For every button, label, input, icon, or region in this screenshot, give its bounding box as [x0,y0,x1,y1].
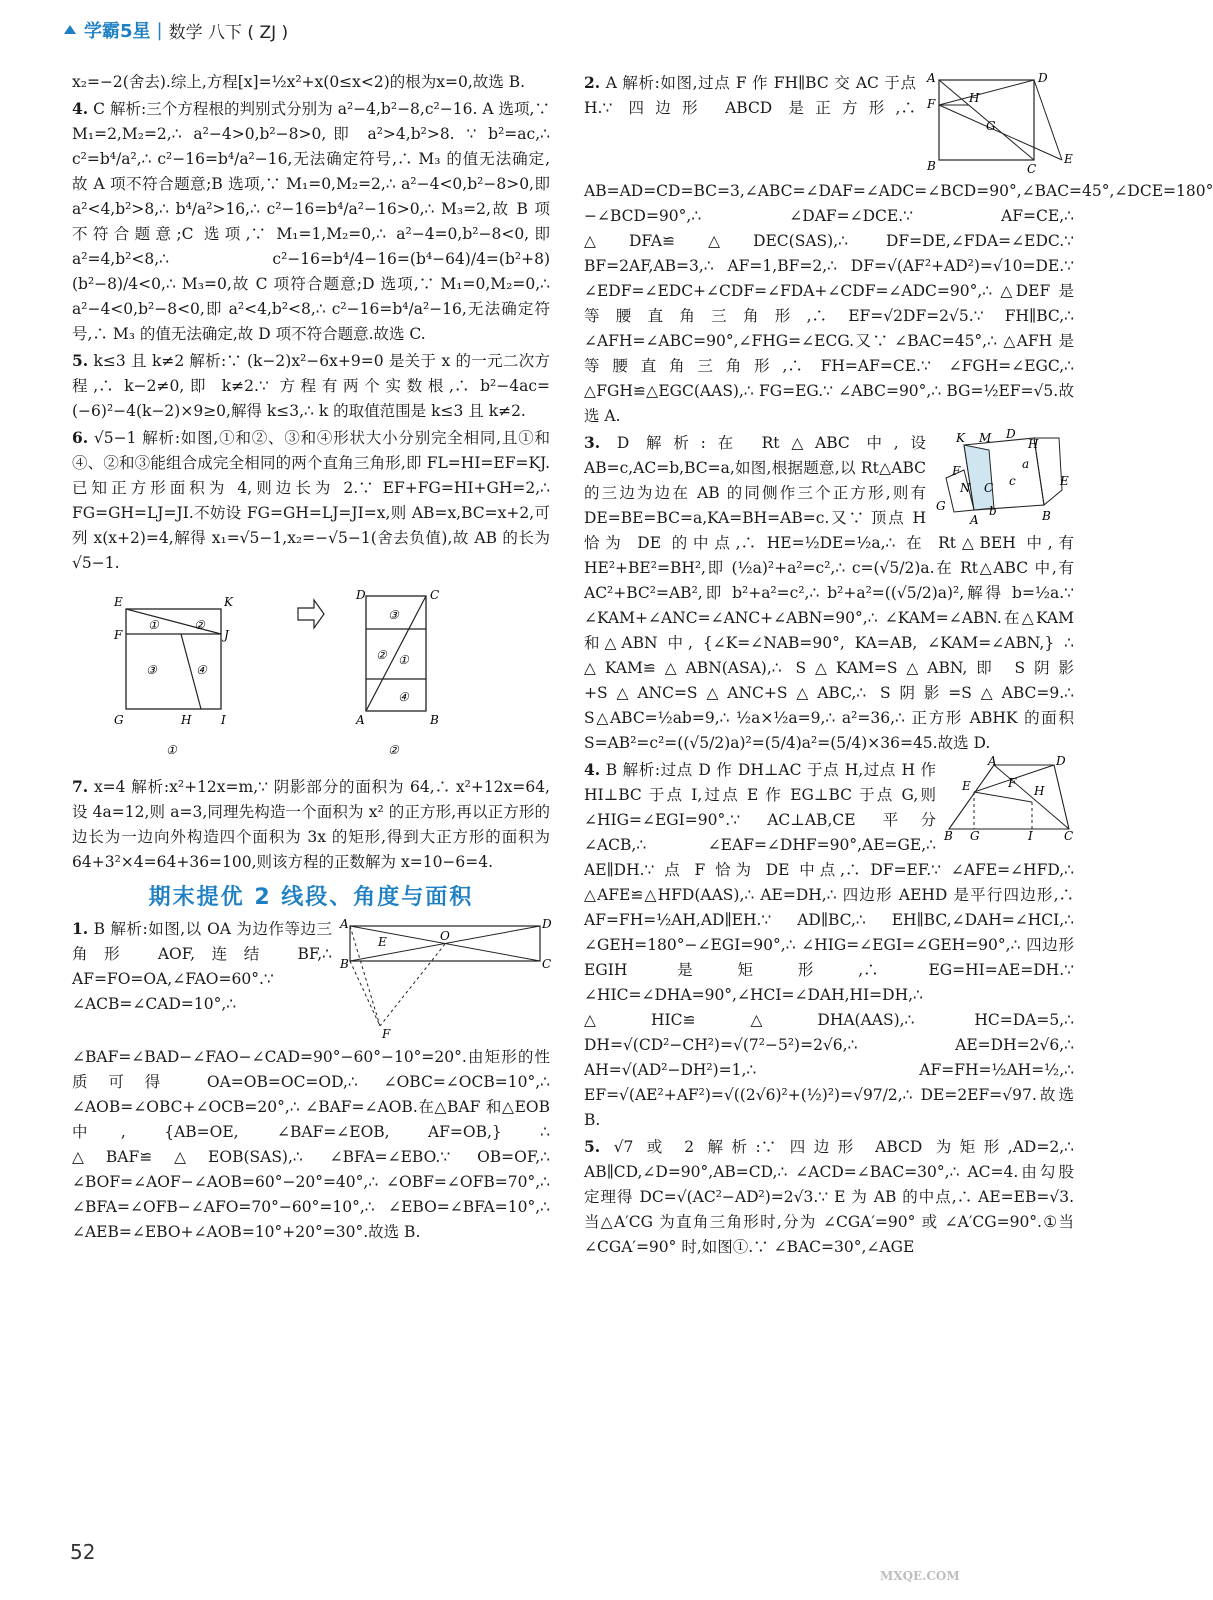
svg-text:①: ① [148,618,159,632]
svg-text:H: H [1034,784,1045,798]
figure-6-pair [72,584,550,764]
svg-text:C: C [430,588,440,602]
svg-text:C: C [1027,162,1037,176]
svg-text:c: c [1009,474,1016,488]
answer-text: √5−1 解析:如图,①和②、③和④形状大小分别完全相同,且①和④、②和③能组合成完全相同的两个直角三角形,即 FL=HI=EF=KJ.已知正方形面积为 4,则边长为 2.∵ EF+FG=HI+GH=2,∴ FG=GH=LJ=JI.不妨设 FG=GH=LJ=JI=x,则 AB=x,BC=x+2,可列 x(x+2)=4,解得 x₁=√5−1,x₂=−√5−1(舍去负值),故 AB 的长为√5−1. [72,429,550,572]
svg-text:B: B [1042,509,1051,523]
svg-text:E: E [1060,474,1069,488]
svg-text:D: D [356,588,366,602]
brand-name: 学霸5星 [84,21,151,42]
subject-label: 数学 八下 ( ZJ ) [168,22,289,43]
svg-text:F: F [1008,776,1017,790]
svg-text:D: D [1006,427,1016,441]
question-number: 2. [584,73,601,92]
svg-text:C: C [1064,829,1074,843]
question-number: 5. [72,351,89,370]
watermark-text: MXQE.COM [880,1569,960,1583]
answer-4 [72,96,550,347]
page-number: 52 [70,1540,96,1564]
svg-text:F: F [382,1027,391,1041]
svg-text:④: ④ [398,690,409,704]
svg-text:②: ② [194,618,205,632]
svg-text:F: F [114,628,123,642]
svg-text:b: b [989,504,997,518]
svg-text:D: D [1056,754,1066,768]
svg-text:K: K [224,595,233,609]
question-number: 4. [72,99,89,118]
figure-s1 [340,916,550,1041]
svg-text:C: C [984,481,994,495]
svg-text:A: A [356,713,365,727]
answer-paragraph: x₂=−2(舍去).综上,方程[x]=½x²+x(0≤x<2)的根为x=0,故选 B. [72,73,526,91]
figure-r4 [944,754,1074,843]
answer-5 [72,348,550,424]
svg-text:E: E [114,595,123,609]
answer-text: √7 或 2 解析:∵ 四边形 ABCD 为矩形,AD=2,∴ AB∥CD,∠D=90°,AB=CD,∴ ∠ACD=∠BAC=30°,∴ AC=4.由勾股定理得 DC=√(AC²−AD²)=2√3.∵ E 为 AB 的中点,∴ AE=EB=√3.当△A′CG 为直角三角形时,分为 ∠CGA′=90° 或 ∠A′CG=90°.①当 ∠CGA′=90° 时,如图①.∵ ∠BAC=30°,∠AGE [584,1138,1074,1256]
svg-text:I: I [221,713,226,727]
svg-text:G: G [970,829,980,843]
answer-text: B 解析:过点 D 作 DH⊥AC 于点 H,过点 H 作 HI⊥BC 于点 I,过点 E 作 EG⊥BC 于点 G,则 ∠HIG=∠EGI=90°.∵ AC⊥AB,CE 平分 ∠ACB,∴ ∠EAF=∠DHF=90°,AE=GE,∴ AE∥DH.∵ 点 F 恰为 DE 中点,∴ DF=EF.∵ ∠AFE=∠HFD,∴ △AFE≌△HFD(AAS),∴ AE=DH,∴ 四边形 AEHD 是平行四边形,∴ AF=FH=½AH,AD∥EH.∵ AD∥BC,∴ EH∥BC,∠DAH=∠HCI,∴ ∠GEH=180°−∠EGI=90°,∴ ∠HIG=∠EGI=∠GEH=90°,∴ 四边形 EGIH 是矩形,∴ EG=HI=AE=DH.∵ ∠HIC=∠DHA=90°,∠HCI=∠DAH,HI=DH,∴ △HIC≌△DHA(AAS),∴ HC=DA=5,∴ DH=√(CD²−CH²)=√(7²−5²)=2√6,∴ AE=DH=2√6,∴ AH=√(AD²−DH²)=1,∴ AF=FH=½AH=½,∴ EF=√(AE²+AF²)=√((2√6)²+(½)²)=√97/2,∴ DE=2EF=√97.故选 B. [584,761,1074,1129]
section-title: 期末提优 2 线段、角度与面积 [148,885,474,910]
figure-r2 [924,70,1074,175]
svg-text:③: ③ [388,608,399,622]
svg-text:B: B [927,159,936,173]
svg-text:K: K [956,431,965,445]
answer-r5 [584,1134,1074,1260]
answer-text: x=4 解析:x²+12x=m,∵ 阴影部分的面积为 64,∴ x²+12x=64,设 4a=12,则 a=3,同理先构造一个面积为 x² 的正方形,再以正方形的边长为一边向外构造四个面积为 3x 的矩形,得到大正方形的面积为 64+3²×4=64+36=100,则该方程的正数解为 x=10−6=4. [72,778,550,871]
svg-text:D: D [1038,71,1048,85]
watermark-logo [870,1500,1080,1595]
svg-text:F: F [927,97,936,111]
answer-text: k≤3 且 k≠2 解析:∵ (k−2)x²−6x+9=0 是关于 x 的一元二次方程,∴ k−2≠0,即 k≠2.∵ 方程有两个实数根,∴ b²−4ac=(−6)²−4(k−2)×9≥0,解得 k≤3,∴ k 的取值范围是 k≤3 且 k≠2. [72,352,551,420]
svg-text:O: O [440,929,450,943]
svg-text:A: A [988,754,997,768]
svg-text:G: G [936,499,946,513]
question-number: 4. [584,760,601,779]
svg-text:E: E [1064,152,1073,166]
answer-text: C 解析:三个方程根的判别式分别为 a²−4,b²−8,c²−16. A 选项,∵ M₁=2,M₂=2,∴ a²−4>0,b²−8>0,即 a²>4,b²>8. ∵ b²=ac,∴ c²=b⁴/a²,∴ c²−16=b⁴/a²−16,无法确定符号,∴ M₃ 的值无法确定,故 A 项不符合题意;B 选项,∵ M₁=0,M₂=2,∴ a²−4<0,b²−8>0,即 a²<4,b²>8,∴ b⁴/a²>16,∴ c²−16=b⁴/a²−16>0,∴ M₃=2,故 B 项不符合题意;C 选项,∵ M₁=1,M₂=0,∴ a²−4=0,b²−8<0,即 a²=4,b²<8,∴ c²−16=b⁴/4−16=(b⁴−64)/4=(b²+8)(b²−8)/4<0,∴ M₃=0,故 C 项符合题意;D 选项,∵ M₁=0,M₂=0,∴ a²−4<0,b²−8<0,即 a²<4,b²<8,∴ c²−16=b⁴/a²−16,无法确定符号,∴ M₃ 的值无法确定,故 D 项不符合题意.故选 C. [72,100,550,343]
svg-text:A: A [970,513,979,527]
left-column [72,70,550,1246]
svg-text:G: G [986,119,996,133]
figure-6-left [86,584,286,759]
svg-text:②: ② [376,648,387,662]
svg-text:B: B [430,713,439,727]
svg-text:A: A [927,71,936,85]
svg-text:B: B [340,957,349,971]
header-separator: | [156,19,163,41]
answer-text: A 解析:如图,过点 F 作 FH∥BC 交 AC 于点 H.∵ 四边形 ABCD 是正方形,∴ AB=AD=CD=BC=3,∠ABC=∠DAF=∠ADC=∠BCD=90°,∠BAC=45°,∠DCE=180°−∠BCD=90°,∴ ∠DAF=∠DCE.∵ AF=CE,∴ △DFA≌△DEC(SAS),∴ DF=DE,∠FDA=∠EDC.∵ BF=2AF,AB=3,∴ AF=1,BF=2,∴ DF=√(AF²+AD²)=√10=DE.∵ ∠EDF=∠EDC+∠CDF=∠FDA+∠CDF=∠ADC=90°,∴ △DEF 是等腰直角三角形,∴ EF=√2DF=2√5.∵ FH∥BC,∴ ∠AFH=∠ABC=90°,∠FHG=∠ECG.又∵ ∠BAC=45°,∴ △AFH 是等腰直角三角形,∴ FH=AF=CE.∵ ∠FGH=∠EGC,∴ △FGH≌△EGC(AAS),∴ FG=EG.∵ ∠ABC=90°,∴ BG=½EF=√5.故选 A. [584,74,1213,425]
arrow-right-icon [296,584,326,644]
brand-logo-icon [62,22,78,38]
svg-text:B: B [944,829,953,843]
svg-text:C: C [542,957,552,971]
svg-text:E: E [378,935,387,949]
answer-6 [72,425,550,576]
answer-text: B 解析:如图,以 OA 为边作等边三角形 AOF,连结 BF,∴ AF=FO=OA,∠FAO=60°.∵ ∠ACB=∠CAD=10°,∴ ∠BAF=∠BAD−∠FAO−∠CAD=90°−60°−10°=20°.由矩形的性质可得 OA=OB=OC=OD,∴ ∠OBC=∠OCB=10°,∴ ∠AOB=∠OBC+∠OCB=20°,∴ ∠BAF=∠AOB.在△BAF 和△EOB 中, {AB=OE, ∠BAF=∠EOB, AF=OB,} ∴ △BAF≌△EOB(SAS),∴ ∠BFA=∠EBO.∵ OB=OF,∴ ∠BOF=∠AOF−∠AOB=60°−20°=40°,∴ ∠OBF=∠OFB=70°,∴ ∠BFA=∠OFB−∠AFO=70°−60°=10°,∴ ∠EBO=∠BFA=10°,∴ ∠AEB=∠EBO+∠AOB=10°+20°=30°.故选 B. [72,920,550,1241]
question-number: 1. [72,919,89,938]
question-number: 6. [72,428,89,447]
question-number: 7. [72,777,89,796]
svg-text:M: M [979,431,992,445]
figure-label-1: ① [166,743,177,757]
svg-text:H: H [1028,437,1039,451]
svg-text:I: I [1028,829,1033,843]
svg-text:A: A [340,917,349,931]
svg-text:E: E [962,779,971,793]
svg-text:①: ① [398,653,409,667]
svg-text:J: J [224,628,229,642]
svg-text:④: ④ [196,663,207,677]
svg-text:N: N [960,481,971,495]
question-number: 3. [584,433,601,452]
figure-label-2: ② [388,743,399,757]
question-number: 5. [584,1137,601,1156]
figure-r3 [934,427,1074,527]
svg-text:F: F [952,464,961,478]
answer-text: D 解析:在 Rt△ABC 中,设 AB=c,AC=b,BC=a,如图,根据题意,以 Rt△ABC 的三边为边在 AB 的同侧作三个正方形,则有 DE=BE=BC=a,KA=BH=AB=c.又∵ 顶点 H 恰为 DE 的中点,∴ HE=½DE=½a,∴ 在 Rt△BEH 中,有 HE²+BE²=BH²,即 (½a)²+a²=c²,∴ c=(√5/2)a.在 Rt△ABC 中,有 AC²+BC²=AB²,即 b²+a²=c²,∴ b²+a²=((√5/2)a)²,解得 b=½a.∵ ∠KAM+∠ANC=∠ANC+∠ABN=90°,∴ ∠KAM=∠ABN.在△KAM 和△ABN 中, {∠K=∠NAB=90°, KA=AB, ∠KAM=∠ABN,} ∴ △KAM≌△ABN(ASA),∴ S△KAM=S△ABN,即 S阴影+S△ANC=S△ANC+S△ABC,∴ S阴影=S△ABC=9.∴ S△ABC=½ab=9,∴ ½a×½a=9,∴ a²=36,∴ 正方形 ABHK 的面积 S=AB²=c²=((√5/2)a)²=(5/4)a²=(5/4)×36=45.故选 D. [584,434,1074,752]
page-header [62,10,562,50]
svg-text:G: G [114,713,124,727]
svg-text:H: H [181,713,192,727]
svg-text:D: D [542,917,552,931]
svg-text:③: ③ [146,663,157,677]
figure-6-right [336,584,536,759]
right-column [584,70,1213,1261]
answer-7 [72,774,550,875]
svg-text:a: a [1022,457,1030,471]
svg-text:H: H [969,91,980,105]
